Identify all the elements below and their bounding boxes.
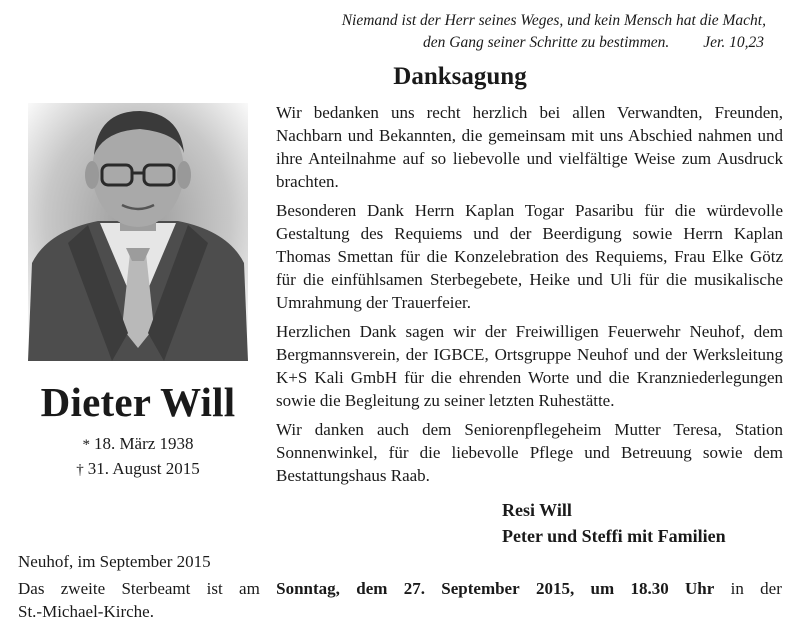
deceased-name: Dieter Will: [40, 379, 236, 425]
birth-symbol-icon: *: [82, 437, 90, 453]
word: zweite: [60, 579, 106, 598]
paragraph: Wir bedanken uns recht herzlich bei allen Verwandten, Freunden, Nachbarn und Bekannten, die gemeinsam mit uns Abschied nahmen und ihre Anteilnahme auf so liebevolle und vielfältige Weise zum Ausdruck brachten.: [276, 103, 783, 191]
quote-reference: Jer. 10,23: [703, 34, 764, 51]
birth-date: 18. März 1938: [93, 434, 194, 453]
paragraph: Besonderen Dank Herrn Kaplan Togar Pasaribu für die würdevolle Gestaltung des Requiems und der Beerdigung sowie Herrn Kaplan Thomas Smettan für die Konzelebration des Requiems, Frau Elke Götz für die einfühlsamen Sterbegebete, Heike und Uli für die musikalische Umrahmung der Trauerfeier.: [276, 201, 783, 312]
quote-line-2: [246, 32, 766, 54]
cross-icon: †: [76, 462, 84, 478]
word: Uhr: [685, 579, 715, 598]
signatures: [502, 497, 792, 549]
service-announcement: [18, 577, 782, 623]
portrait-photo: [28, 103, 248, 361]
signature-line: Resi Will: [502, 500, 572, 520]
word: 18.30: [630, 579, 669, 598]
death-date-line: [20, 457, 256, 482]
quote-text: den Gang seiner Schritte zu bestimmen.: [423, 34, 670, 51]
word: am: [239, 579, 260, 598]
word: Sterbeamt: [121, 579, 191, 598]
word: dem: [356, 579, 388, 598]
word: September: [441, 579, 520, 598]
service-line-2: St.-Michael-Kirche.: [18, 602, 154, 621]
word: in: [730, 579, 744, 598]
quote-line-1: Niemand ist der Herr seines Weges, und kein Mensch hat die Macht,: [341, 12, 766, 29]
word: 2015,: [535, 579, 575, 598]
service-line-1: [18, 577, 782, 600]
word: der: [760, 579, 782, 598]
death-date: 31. August 2015: [87, 459, 200, 478]
signature-line: Peter und Steffi mit Familien: [502, 526, 726, 546]
word: Sonntag,: [276, 579, 340, 598]
place-date: Neuhof, im September 2015: [18, 552, 211, 571]
birth-date-line: [20, 432, 256, 457]
word: Das: [18, 579, 45, 598]
paragraph: Herzlichen Dank sagen wir der Freiwilligen Feuerwehr Neuhof, dem Bergmannsverein, der IGBCE, Ortsgruppe Neuhof und der Werksleitung K+S Kali GmbH für die ehrenden Worte und die Kranzniederlegungen sowie die Begleitung zu seiner letzten Ruhestätte.: [276, 322, 783, 410]
bible-quote: [246, 10, 766, 54]
word: 27.: [403, 579, 425, 598]
word: ist: [206, 579, 223, 598]
paragraph: Wir danken auch dem Seniorenpflegeheim Mutter Teresa, Station Sonnenwinkel, für die liebevolle Pflege und Betreuung sowie dem Bestattungshaus Raab.: [276, 420, 783, 485]
life-dates: [20, 432, 256, 482]
heading: Danksagung: [393, 63, 527, 90]
word: um: [590, 579, 615, 598]
thanks-text: [276, 101, 783, 493]
